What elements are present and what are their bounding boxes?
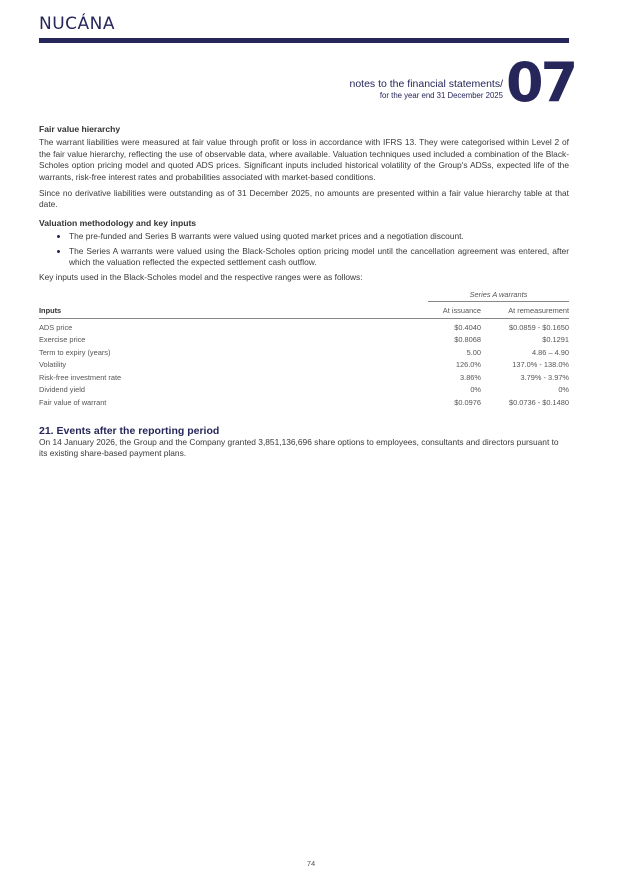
table-row bbox=[39, 359, 569, 372]
row-label: Volatility bbox=[39, 360, 67, 370]
issuance-value: $0.8068 bbox=[454, 335, 481, 345]
row-label: ADS price bbox=[39, 322, 73, 332]
fair-value-paragraph-2: Since no derivative liabilities were outstanding as of 31 December 2025, no amounts are presented within a fair value hierarchy table at that date. bbox=[39, 188, 569, 210]
remeasurement-value: 3.79% - 3.97% bbox=[520, 372, 569, 382]
black-scholes-inputs-table bbox=[39, 288, 569, 409]
table-row bbox=[39, 321, 569, 334]
issuance-value: 126.0% bbox=[455, 360, 481, 370]
issuance-value: 0% bbox=[470, 385, 481, 395]
table-header-row bbox=[39, 302, 569, 319]
row-label: Exercise price bbox=[39, 335, 86, 345]
remeasurement-value: $0.0736 - $0.1480 bbox=[509, 397, 569, 407]
row-label: Risk-free investment rate bbox=[39, 372, 122, 382]
fair-value-heading: Fair value hierarchy bbox=[39, 124, 121, 134]
table-row bbox=[39, 384, 569, 397]
header-title: notes to the financial statements/ bbox=[349, 78, 503, 90]
fair-value-paragraph-1: The warrant liabilities were measured at fair value through profit or loss in accordance with IFRS 13. They were categorised within Level 2 of the fair value hierarchy, reflecting the use of observable data, where available. Valuation techniques used included a combination of the Black-Scholes option pricing model and quoted ADS prices. Significant inputs included historical volatility of the Group's ADSs, expected life of the warrants, risk-free interest rates and probabilities associated with market-based conditions. bbox=[39, 137, 569, 182]
table-row bbox=[39, 346, 569, 359]
header-rule bbox=[39, 38, 569, 43]
remeasurement-value: 0% bbox=[558, 385, 569, 395]
issuance-value: $0.4040 bbox=[454, 322, 481, 332]
bullet-item: • The Series A warrants were valued using the Black-Scholes option pricing model until the cancellation agreement was entered, after which the valuation reflected the expected settlement cash outflow. bbox=[69, 246, 569, 269]
header-subtitle: for the year end 31 December 2025 bbox=[379, 91, 503, 100]
remeasurement-value: $0.1291 bbox=[542, 335, 569, 345]
main-content bbox=[39, 124, 569, 289]
events-body: On 14 January 2026, the Group and the Company granted 3,851,136,696 share options to employees, consultants and directors pursuant to its existing share-based payment plans. bbox=[39, 437, 559, 459]
valuation-bullets bbox=[39, 231, 569, 268]
valuation-heading: Valuation methodology and key inputs bbox=[39, 217, 197, 228]
issuance-value: $0.0976 bbox=[454, 397, 481, 407]
table-group-row bbox=[39, 288, 569, 302]
table-row bbox=[39, 371, 569, 384]
row-label: Term to expiry (years) bbox=[39, 347, 111, 357]
remeasurement-value: 4.86 – 4.90 bbox=[532, 347, 569, 357]
table-row bbox=[39, 334, 569, 347]
bullet-item: • The pre-funded and Series B warrants were valued using quoted market prices and a negotiation discount. bbox=[69, 231, 569, 242]
nucana-logo: NUCÁNA bbox=[39, 14, 116, 34]
chapter-number: 07 bbox=[506, 51, 576, 114]
key-inputs-intro: Key inputs used in the Black-Scholes model and the respective ranges were as follows: bbox=[39, 272, 363, 283]
page-number: 74 bbox=[306, 859, 316, 868]
group-header: Series A warrants bbox=[428, 290, 569, 302]
column-header: At issuance bbox=[442, 305, 481, 315]
events-heading: 21. Events after the reporting period bbox=[39, 425, 220, 437]
table-row bbox=[39, 396, 569, 409]
remeasurement-value: 137.0% - 138.0% bbox=[512, 360, 569, 370]
row-label: Fair value of warrant bbox=[39, 397, 107, 407]
remeasurement-value: $0.0859 - $0.1650 bbox=[509, 322, 569, 332]
column-header: Inputs bbox=[39, 305, 62, 315]
running-header bbox=[349, 78, 503, 101]
row-label: Dividend yield bbox=[39, 385, 86, 395]
issuance-value: 5.00 bbox=[466, 347, 481, 357]
column-header: At remeasurement bbox=[508, 305, 569, 315]
issuance-value: 3.86% bbox=[460, 372, 481, 382]
